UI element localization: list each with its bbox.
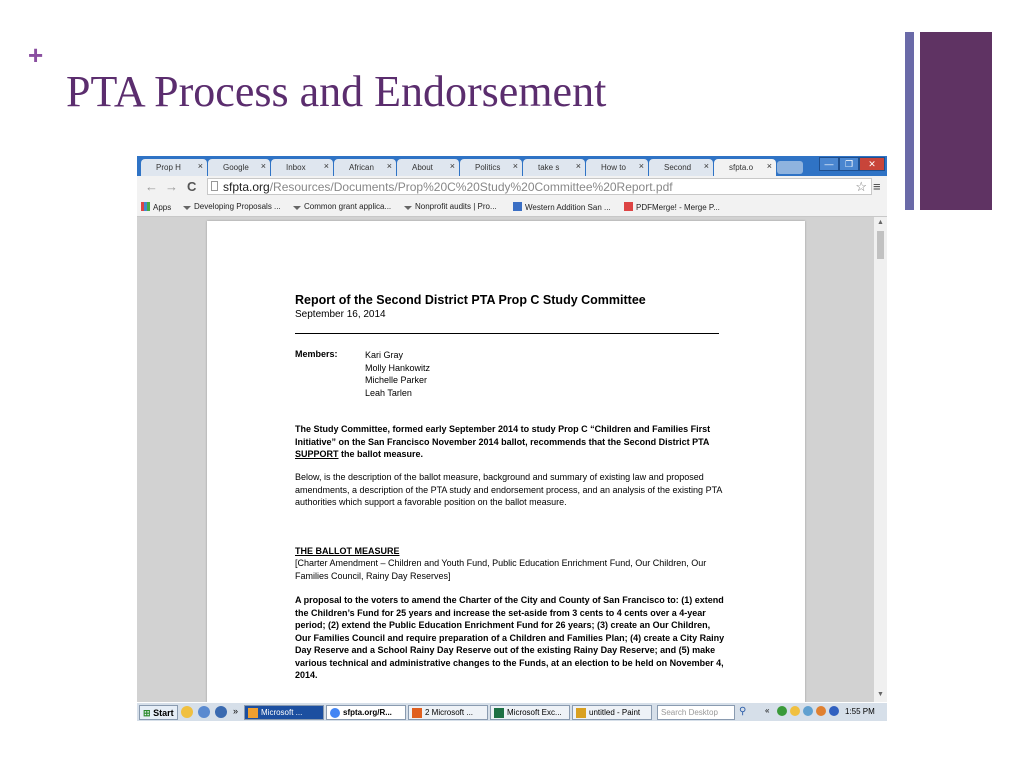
title-rule [295, 333, 719, 334]
slide-title: PTA Process and Endorsement [66, 67, 607, 116]
start-button[interactable]: ⊞ Start [139, 705, 178, 720]
recommendation-paragraph: The Study Committee, formed early September 2014 to study Prop C “Children and Families First Initiative” on the San Francisco November 2014 ballot, recommends that the Second District PTA SUPPORT the ballot measure. [295, 424, 711, 459]
browser-tab[interactable]: Google × [208, 159, 270, 176]
overview-paragraph: Below, is the description of the ballot measure, background and summary of existing law and proposed amendments, a description of the PTA study and endorsement process, and an analysis of the existing PTA authorities which support a favorable position on the ballot measure. [295, 472, 722, 507]
tray-icon[interactable] [790, 706, 800, 716]
browser-tab-active[interactable]: sfpta.o × [714, 159, 776, 176]
close-tab-icon[interactable]: × [575, 161, 581, 171]
close-tab-icon[interactable]: × [512, 161, 518, 171]
browser-tab[interactable]: About × [397, 159, 459, 176]
bookmark-star-icon[interactable]: ☆ [855, 179, 867, 194]
page-icon [527, 162, 536, 171]
bookmark-icon [513, 202, 522, 211]
bookmark-icon [404, 206, 412, 210]
close-tab-icon[interactable]: × [638, 161, 644, 171]
bookmark-apps[interactable]: Apps [141, 202, 171, 213]
close-tab-icon[interactable]: × [449, 161, 455, 171]
close-window-button[interactable]: ✕ [859, 157, 885, 171]
close-tab-icon[interactable]: × [766, 161, 772, 171]
app-icon [248, 708, 258, 718]
chrome-icon [330, 708, 340, 718]
decorative-bar-thick [920, 32, 992, 210]
member-name: Michelle Parker [365, 375, 428, 385]
page-icon [211, 181, 218, 191]
member-name: Kari Gray [365, 350, 404, 360]
quicklaunch-icon[interactable] [198, 706, 210, 718]
tray-icon[interactable] [803, 706, 813, 716]
bookmark-item[interactable]: Nonprofit audits | Pro... [404, 202, 497, 212]
proposal-paragraph: A proposal to the voters to amend the Charter of the City and County of San Francisco to: (1) extend the Children’s Fund for 25 years and increase the set-aside from 3 cents to 4 cents over a 4-year period; (2) extend the Public Education Enrichment Fund for 26 years; (3) create an Our Children, Our Families Council and require preparation of a Children and Families Plan; (4) create a City Rainy Day Reserve and a School Rainy Day Reserve out of the existing Rainy Day Reserve; and (5) make various technical and administrative changes to the Funds, at an election to be held on November 4, 2014. [295, 595, 725, 680]
plus-mark: + [28, 40, 44, 70]
windows-logo-icon: ⊞ [143, 708, 151, 718]
page-icon [464, 162, 473, 171]
member-name: Molly Hankowitz [365, 362, 431, 373]
globe-icon [718, 162, 727, 171]
decorative-bar-thin [905, 32, 914, 210]
tray-expand-icon[interactable]: « [765, 706, 770, 715]
clock[interactable]: 1:55 PM [845, 707, 875, 716]
reload-icon[interactable]: C [187, 179, 197, 194]
scroll-up-icon[interactable]: ▲ [877, 219, 884, 226]
tray-icon[interactable] [777, 706, 787, 716]
google-icon [212, 162, 221, 171]
browser-tab[interactable]: Prop H × [141, 159, 207, 176]
maximize-button[interactable]: ❐ [839, 157, 859, 171]
bookmark-item[interactable]: PDFMerge! - Merge P... [624, 202, 720, 213]
powerpoint-icon [412, 708, 422, 718]
excel-icon [494, 708, 504, 718]
new-tab-button[interactable] [777, 161, 803, 174]
pdf-viewer [137, 217, 887, 702]
back-arrow-icon[interactable]: ← [145, 179, 158, 194]
close-tab-icon[interactable]: × [197, 161, 203, 171]
url-text: sfpta.org/Resources/Documents/Prop%20C%20Study%20Committee%20Report.pdf [223, 180, 673, 194]
taskbar-button[interactable]: Microsoft Exc... [490, 705, 570, 720]
windows-taskbar [137, 702, 887, 721]
taskbar-button[interactable]: Microsoft ... [244, 705, 324, 720]
browser-tab[interactable]: African × [334, 159, 396, 176]
ballot-heading: THE BALLOT MEASURE [295, 546, 400, 556]
member-name: Leah Tarlen [365, 387, 412, 398]
bookmark-icon [293, 206, 301, 210]
paint-icon [576, 708, 586, 718]
close-tab-icon[interactable]: × [703, 161, 709, 171]
bookmark-item[interactable]: Common grant applica... [293, 202, 391, 212]
address-bar[interactable] [207, 178, 872, 195]
pdf-page [207, 221, 805, 711]
browser-tab[interactable]: Politics × [460, 159, 522, 176]
members-list [365, 349, 430, 399]
bookmark-icon [183, 206, 191, 210]
quicklaunch-icon[interactable] [181, 706, 193, 718]
gmail-icon [275, 162, 284, 171]
page-icon [338, 162, 347, 171]
search-icon[interactable]: ⚲ [739, 706, 747, 717]
vertical-scrollbar[interactable] [874, 217, 887, 702]
document-title: Report of the Second District PTA Prop C Study Committee [295, 293, 646, 307]
gmail-icon [145, 162, 154, 171]
scroll-down-icon[interactable]: ▼ [877, 691, 884, 698]
document-date: September 16, 2014 [295, 309, 386, 320]
taskbar-button[interactable]: untitled - Paint [572, 705, 652, 720]
browser-tab-strip [137, 156, 887, 176]
browser-tab[interactable]: Inbox × [271, 159, 333, 176]
page-icon [590, 162, 599, 171]
bookmark-item[interactable]: Western Addition San ... [513, 202, 611, 213]
apps-grid-icon [141, 202, 150, 211]
members-label: Members: [295, 349, 338, 359]
taskbar-button[interactable]: 2 Microsoft ... [408, 705, 488, 720]
browser-tab[interactable]: Second × [649, 159, 713, 176]
taskbar-button-active[interactable]: sfpta.org/R... [326, 705, 406, 720]
pdfmerge-icon [624, 202, 633, 211]
close-tab-icon[interactable]: × [260, 161, 266, 171]
quicklaunch-icon[interactable] [215, 706, 227, 718]
volume-icon[interactable] [829, 706, 839, 716]
close-tab-icon[interactable]: × [323, 161, 329, 171]
ballot-description: [Charter Amendment – Children and Youth Fund, Public Education Enrichment Fund, Our Children, Our Families Council, Rainy Day Reserves] [295, 558, 707, 581]
tray-icon[interactable] [816, 706, 826, 716]
search-desktop-input[interactable]: Search Desktop [657, 705, 735, 720]
scrollbar-thumb[interactable] [877, 231, 884, 259]
minimize-button[interactable]: — [819, 157, 839, 171]
forward-arrow-icon[interactable]: → [165, 179, 178, 194]
browser-tab[interactable]: How to × [586, 159, 648, 176]
window-controls [819, 157, 885, 171]
page-icon [653, 162, 662, 171]
close-tab-icon[interactable]: × [386, 161, 392, 171]
quicklaunch-more[interactable]: » [233, 706, 239, 716]
embedded-screenshot [137, 156, 887, 721]
menu-icon[interactable]: ≡ [873, 179, 881, 194]
browser-tab[interactable]: take s × [523, 159, 585, 176]
bookmark-item[interactable]: Developing Proposals ... [183, 202, 281, 212]
page-icon [401, 162, 410, 171]
browser-toolbar [137, 176, 887, 198]
bookmarks-bar [137, 198, 887, 217]
